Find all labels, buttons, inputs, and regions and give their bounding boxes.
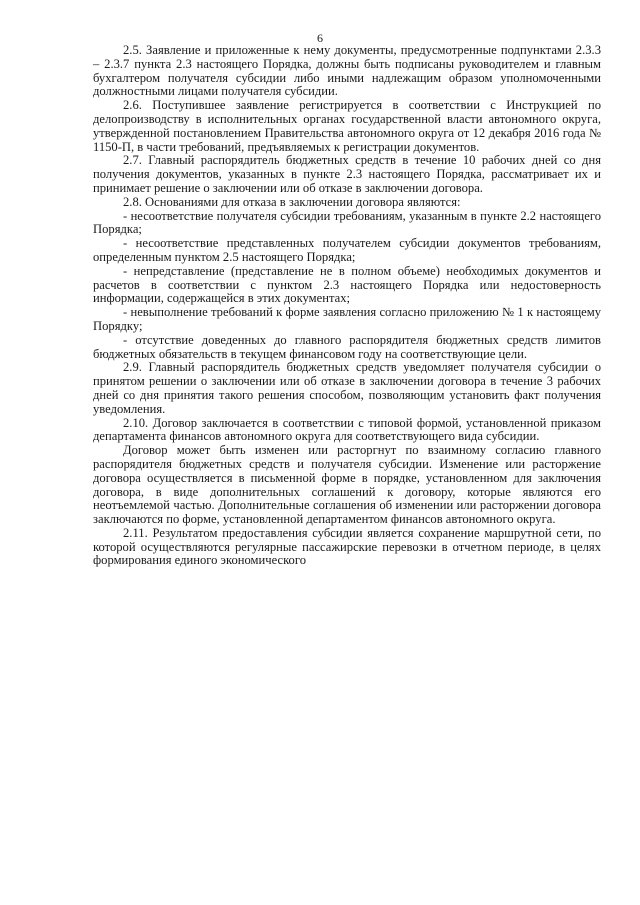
- paragraph-2-7: 2.7. Главный распорядитель бюджетных средств в течение 10 рабочих дней со дня получения документов, указанных в пункте 2.3 настоящего Порядка, рассматривает их и принимает решение о заключении или об отказе в заключении договора.: [93, 153, 601, 195]
- paragraph-2-8: 2.8. Основаниями для отказа в заключении договора являются:: [123, 194, 461, 209]
- paragraph-2-9: 2.9. Главный распорядитель бюджетных средств уведомляет получателя субсидии о принятом решении о заключении или об отказе в заключении договора в течение 3 рабочих дней со дня принятия такого решения способом, позволяющим установить факт получения уведомления.: [93, 360, 601, 416]
- document-body: [93, 44, 601, 568]
- page-number: 6: [317, 31, 323, 45]
- paragraph-contract-amendment: Договор может быть изменен или расторгнут по взаимному согласию главного распорядителя бюджетных средств и получателя субсидии. Изменение или расторжение договора осуществляется в письменной форме в порядке, установленном для заключения договора, в виде дополнительных соглашений к договору, которые являются его неотъемлемой частью. Дополнительные соглашения об изменении или расторжении договора заключаются по форме, установленной департаментом финансов автономного округа.: [93, 443, 601, 527]
- paragraph-2-5: 2.5. Заявление и приложенные к нему документы, предусмотренные подпунктами 2.3.3 – 2.3.7 пункта 2.3 настоящего Порядка, должны быть подписаны руководителем и главным бухгалтером получателя субсидии либо иными надлежащим образом уполномоченными должностными лицами получателя субсидии.: [93, 43, 601, 99]
- paragraph-2-10: 2.10. Договор заключается в соответствии с типовой формой, установленной приказом департамента финансов автономного округа для соответствующего вида субсидии.: [93, 415, 601, 444]
- refusal-ground-item: - отсутствие доведенных до главного распорядителя бюджетных средств лимитов бюджетных обязательств в текущем финансовом году на соответствующие цели.: [93, 332, 601, 361]
- paragraph-2-6: 2.6. Поступившее заявление регистрируется в соответствии с Инструкцией по делопроизводству в исполнительных органах государственной власти автономного округа, утвержденной постановлением Правительства автономного округа от 12 декабря 2016 года № 1150-П, в части требований, предъявляемых к регистрации документов.: [93, 98, 601, 154]
- refusal-ground-item: - невыполнение требований к форме заявления согласно приложению № 1 к настоящему Порядку;: [93, 305, 601, 333]
- refusal-ground-item: - несоответствие представленных получателем субсидии документов требованиям, определенным пунктом 2.5 настоящего Порядка;: [93, 236, 601, 264]
- paragraph-2-11: 2.11. Результатом предоставления субсидии является сохранение маршрутной сети, по которой осуществляются регулярные пассажирские перевозки в отчетном периоде, в целях формирования единого экономического: [93, 525, 601, 568]
- refusal-ground-item: - несоответствие получателя субсидии требованиям, указанным в пункте 2.2 настоящего Порядка;: [93, 208, 601, 237]
- refusal-ground-item: - непредставление (представление не в полном объеме) необходимых документов и расчетов в соответствии с пунктом 2.3 настоящего Порядка или недостоверность информации, содержащейся в этих документах;: [93, 263, 601, 306]
